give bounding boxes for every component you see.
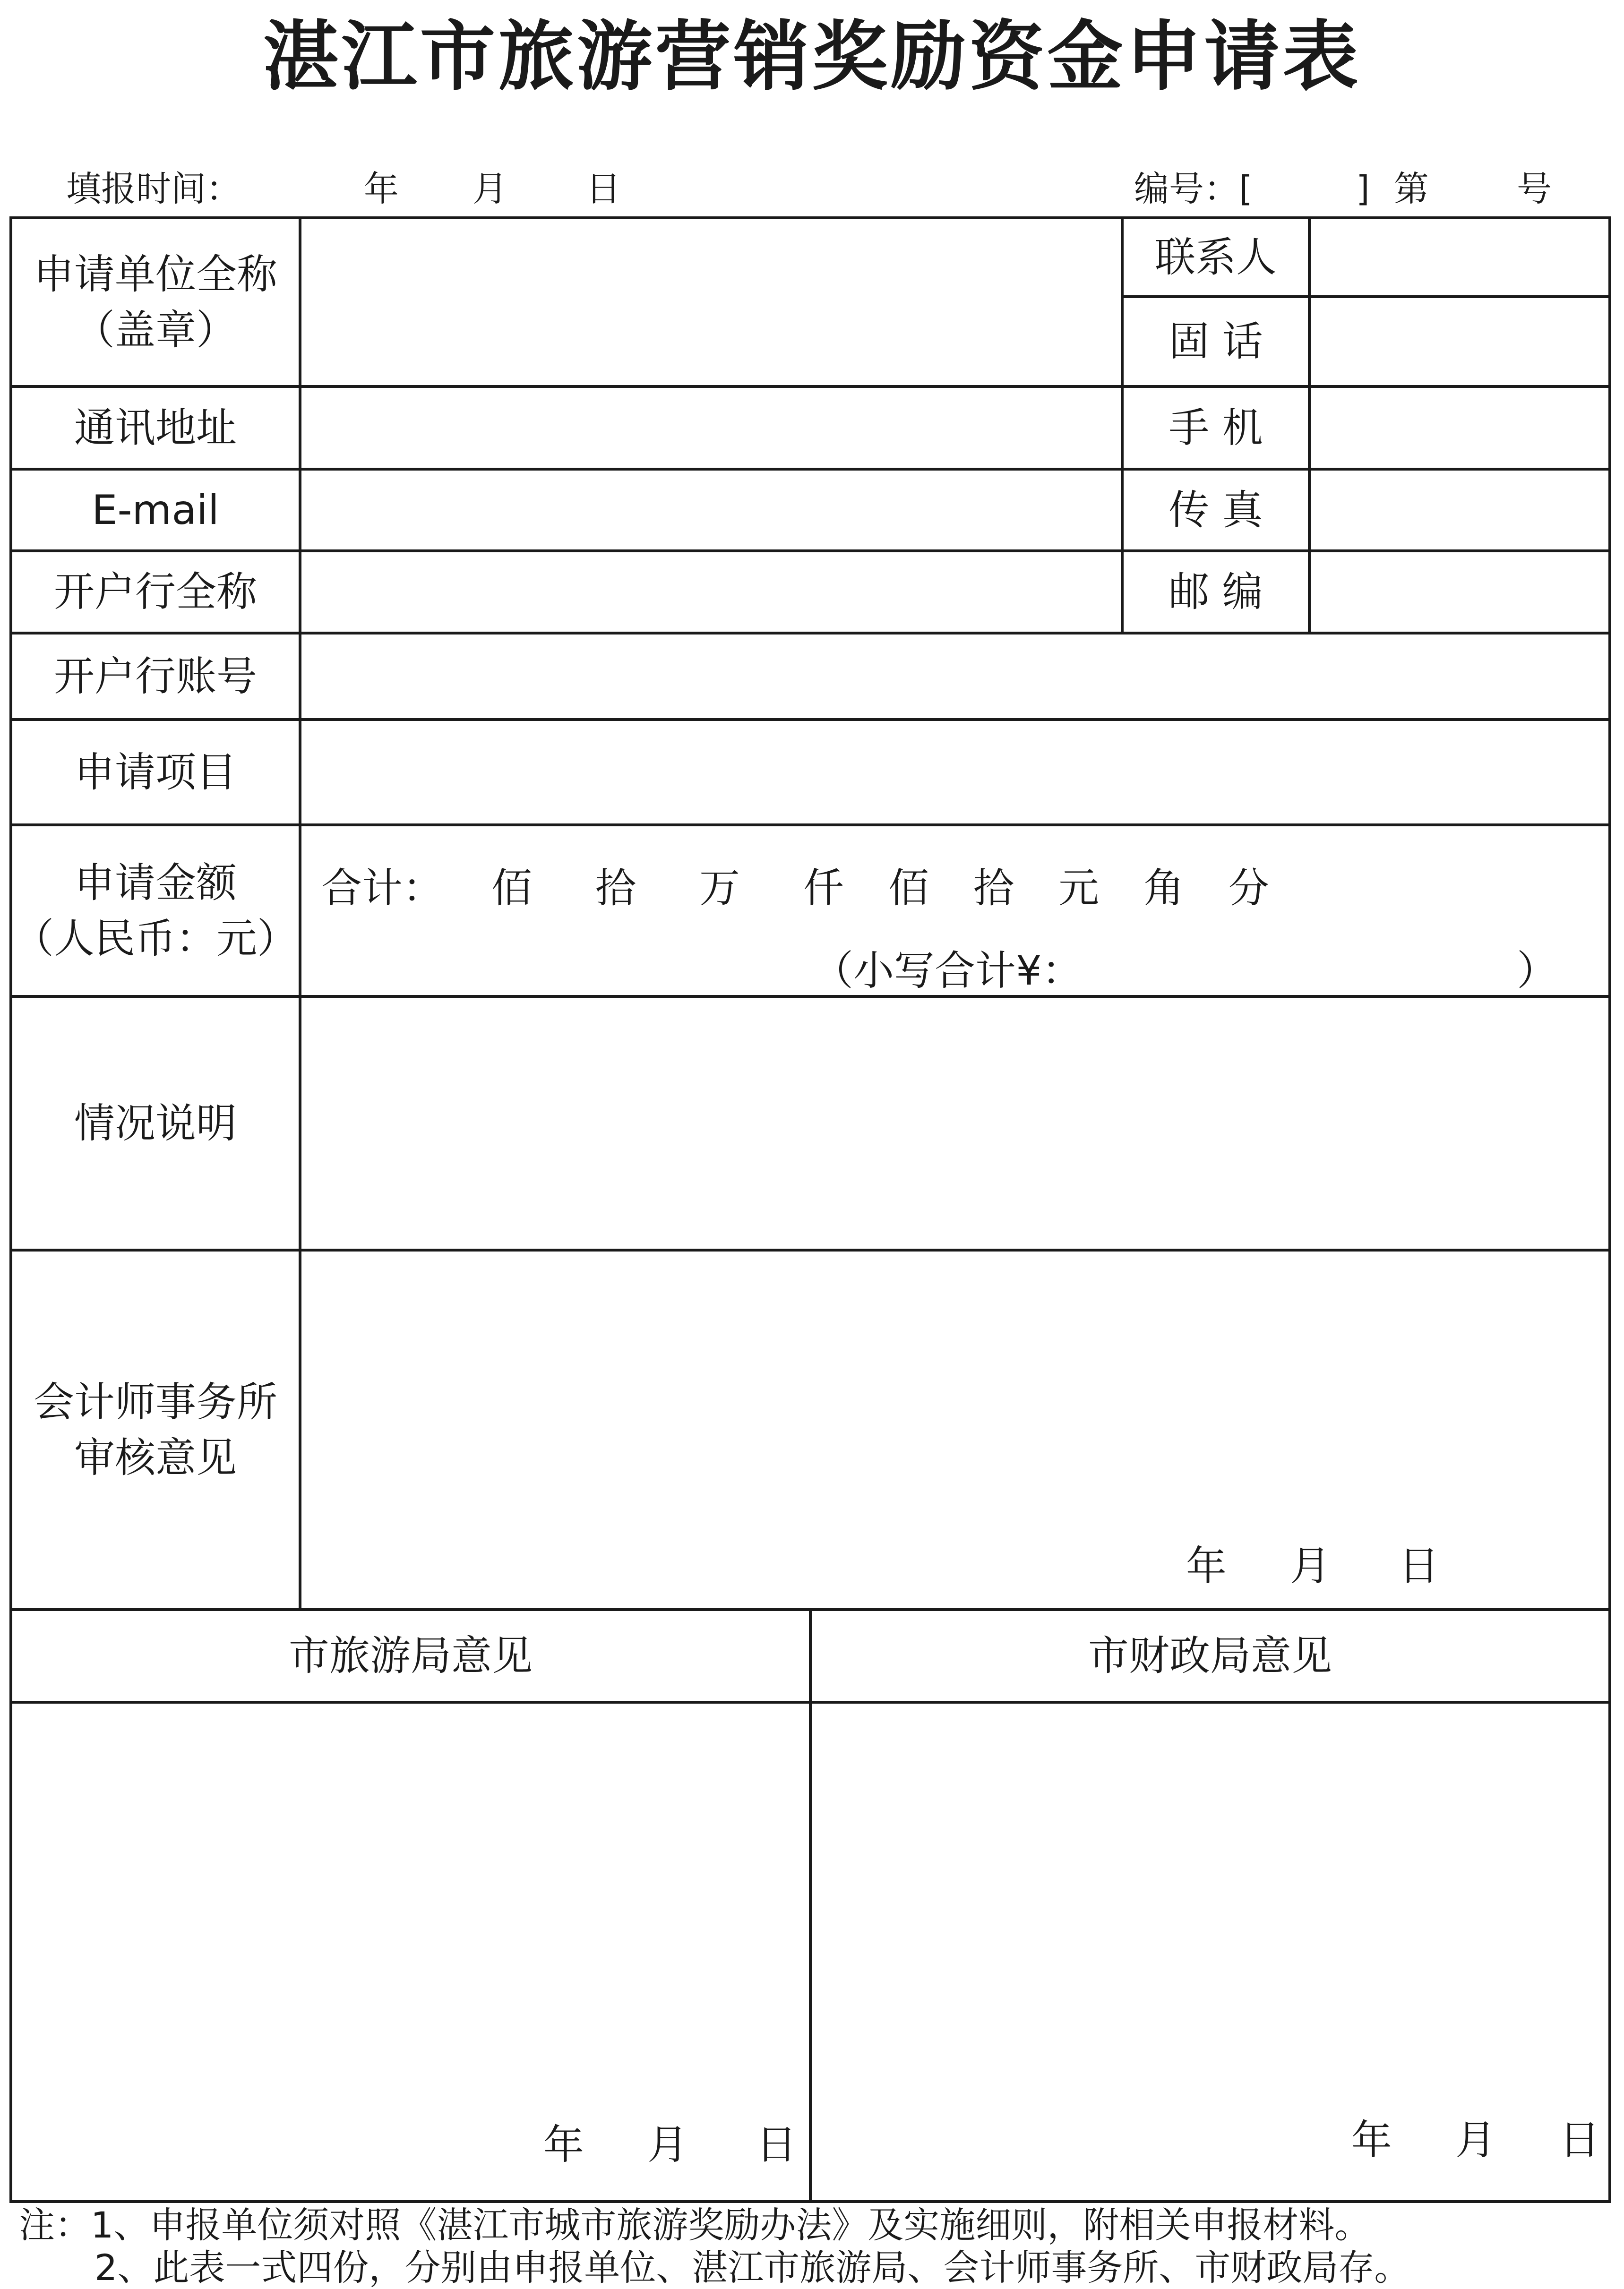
amount-unit-bai-1: 佰	[491, 865, 532, 912]
finance-date-day: 日	[1559, 2117, 1600, 2164]
fax-field[interactable]	[1311, 471, 1608, 549]
fill-time-label: 填报时间：	[66, 169, 241, 209]
amount-unit-yuan: 元	[1058, 865, 1099, 912]
fill-month-label: 月	[473, 169, 507, 209]
bank-account-label: 开户行账号	[54, 652, 257, 700]
landline-field[interactable]	[1311, 298, 1608, 385]
tourism-date-day: 日	[756, 2121, 797, 2169]
note-line-1: 注：1、申报单位须对照《湛江市城市旅游奖励办法》及实施细则，附相关申报材料。	[19, 2204, 1371, 2246]
address-label: 通讯地址	[74, 404, 237, 452]
bank-name-field[interactable]	[301, 552, 1121, 632]
finance-date-year: 年	[1351, 2117, 1392, 2164]
tourism-date-year: 年	[543, 2121, 584, 2169]
landline-label: 固 话	[1169, 318, 1263, 365]
mobile-field[interactable]	[1311, 388, 1608, 468]
audit-date-day: 日	[1399, 1543, 1439, 1590]
finance-date-month: 月	[1455, 2117, 1496, 2164]
serial-hao-label: 号	[1517, 169, 1552, 209]
note-line-2: 2、此表一式四份，分别由申报单位、湛江市旅游局、会计师事务所、市财政局存。	[95, 2246, 1410, 2289]
fax-label: 传 真	[1169, 486, 1263, 534]
amount-unit-fen: 分	[1229, 865, 1269, 912]
applicant-name-label: 申请单位全称 （盖章）	[34, 250, 277, 354]
amount-unit-qian: 仟	[803, 865, 844, 912]
audit-date-month: 月	[1290, 1543, 1331, 1590]
serial-close-bracket: ]	[1356, 169, 1370, 209]
amount-unit-shi-2: 拾	[973, 865, 1014, 912]
form-title: 湛江市旅游营销奖励资金申请表	[263, 12, 1361, 101]
email-field[interactable]	[301, 471, 1121, 549]
project-field[interactable]	[301, 721, 1608, 823]
project-label: 申请项目	[74, 748, 237, 796]
situation-field[interactable]	[301, 998, 1608, 1249]
audit-date-year: 年	[1186, 1543, 1227, 1590]
serial-di-label: 第	[1394, 169, 1429, 209]
contact-person-label: 联系人	[1155, 233, 1277, 281]
tourism-bureau-opinion-header: 市旅游局意见	[289, 1632, 533, 1680]
finance-bureau-opinion-header: 市财政局意见	[1088, 1632, 1332, 1680]
amount-lowercase-label: （小写合计¥：	[813, 947, 1083, 994]
amount-unit-wan: 万	[699, 865, 740, 912]
contact-person-field[interactable]	[1311, 219, 1608, 295]
applicant-name-field[interactable]	[301, 219, 1121, 385]
amount-total-label: 合计：	[321, 865, 443, 912]
amount-lowercase-close: ）	[1517, 947, 1557, 994]
serial-label: 编号：[	[1134, 169, 1253, 209]
postcode-field[interactable]	[1311, 552, 1608, 632]
bank-name-label: 开户行全称	[54, 568, 257, 616]
amount-unit-jiao: 角	[1143, 865, 1184, 912]
fill-day-label: 日	[586, 169, 621, 209]
fill-year-label: 年	[364, 169, 399, 209]
email-label: E-mail	[92, 486, 219, 534]
tourism-bureau-opinion-field[interactable]	[12, 1704, 809, 2200]
bank-account-field[interactable]	[301, 634, 1608, 718]
audit-label: 会计师事务所 审核意见	[34, 1378, 277, 1482]
mobile-label: 手 机	[1169, 404, 1263, 452]
postcode-label: 邮 编	[1169, 568, 1263, 616]
amount-label: 申请金额 （人民币：元）	[13, 859, 298, 962]
tourism-date-month: 月	[647, 2121, 688, 2169]
address-field[interactable]	[301, 388, 1121, 468]
amount-unit-bai-2: 佰	[888, 865, 929, 912]
amount-unit-shi-1: 拾	[595, 865, 636, 912]
situation-label: 情况说明	[74, 1099, 237, 1147]
